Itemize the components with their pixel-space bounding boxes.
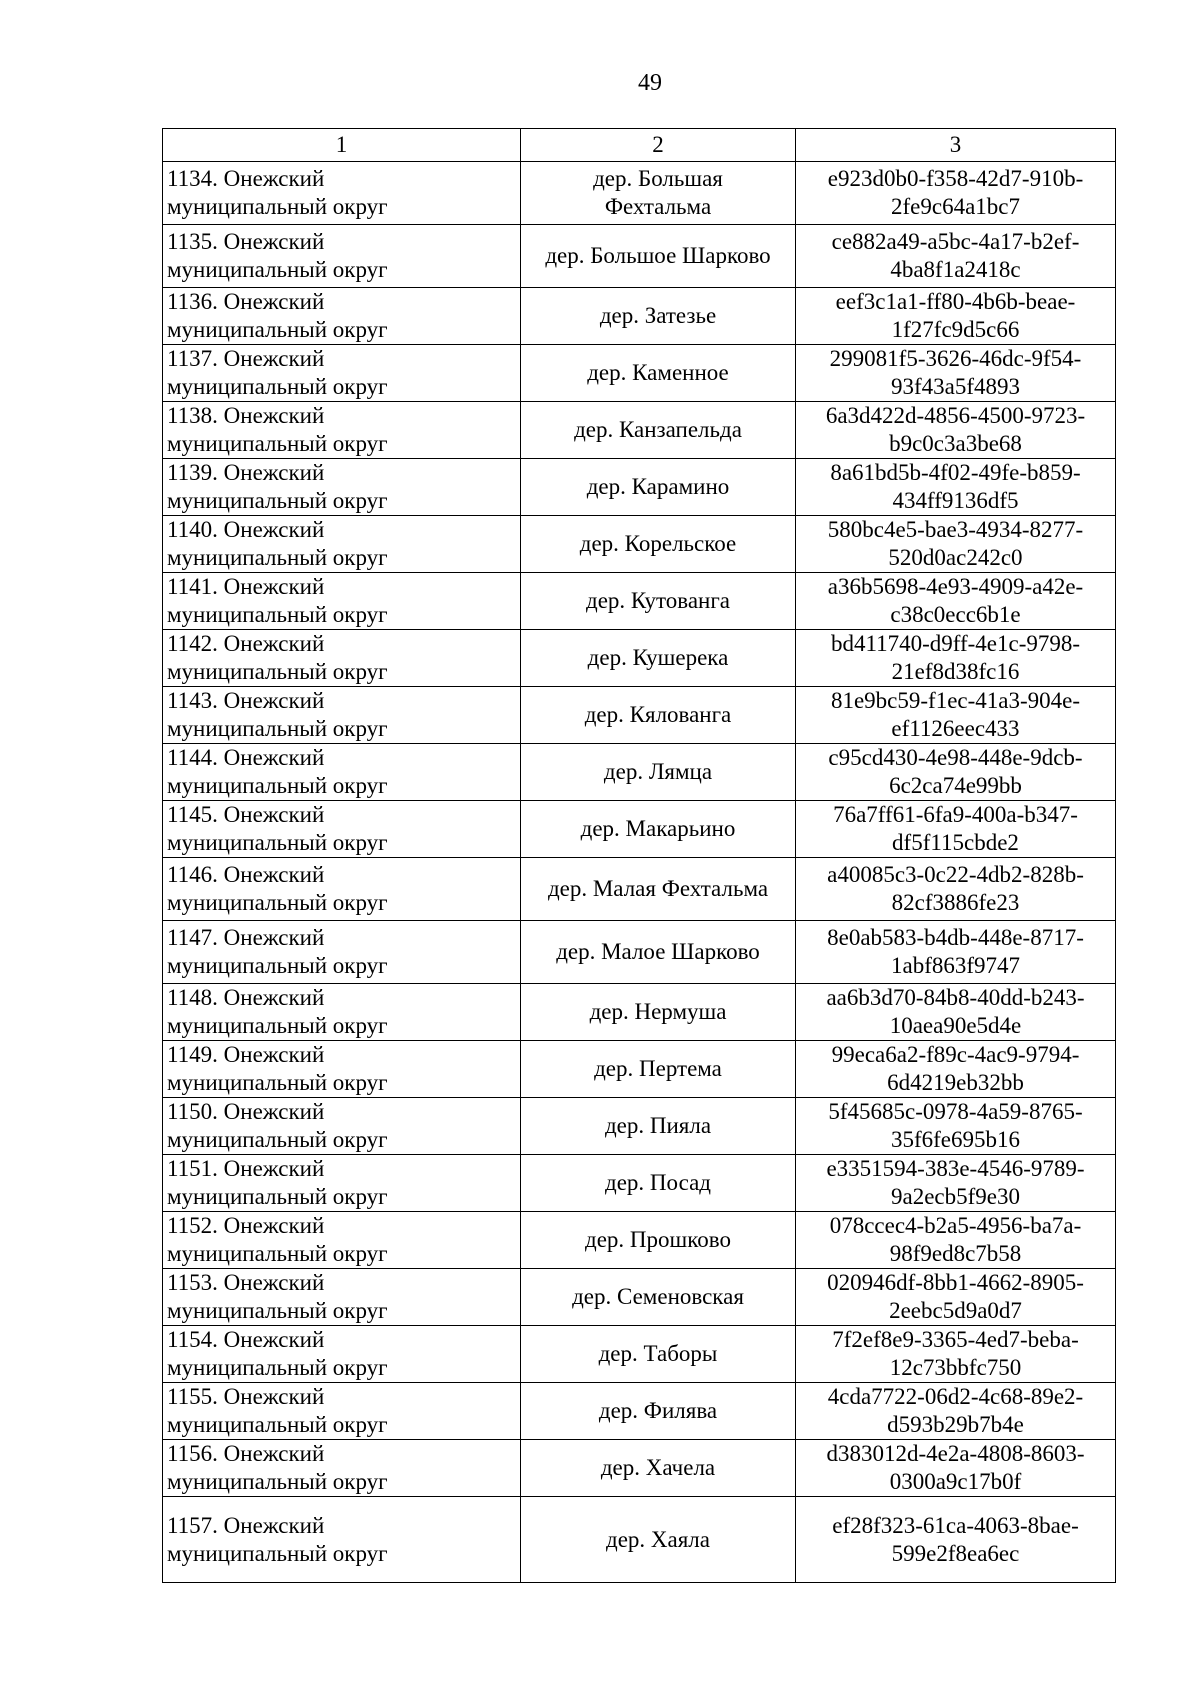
table-row — [163, 801, 1116, 858]
district-cell — [163, 630, 521, 687]
table-row — [163, 1098, 1116, 1155]
guid-cell-line: 299081f5-3626-46dc-9f54- — [829, 346, 1082, 371]
guid-cell-line: 98f9ed8c7b58 — [889, 1241, 1022, 1266]
guid-cell-line: d383012d-4e2a-4808-8603- — [826, 1441, 1085, 1466]
settlement-cell — [521, 1497, 796, 1583]
settlement-cell — [521, 1326, 796, 1383]
district-cell-line: 1134. Онежский — [167, 166, 325, 191]
settlement-cell-line: дер. Лямца — [603, 759, 713, 784]
district-cell — [163, 573, 521, 630]
settlement-cell — [521, 225, 796, 288]
guid-cell — [796, 687, 1116, 744]
district-cell-line: 1150. Онежский — [167, 1099, 325, 1124]
guid-cell — [796, 162, 1116, 225]
guid-cell-line: 0300a9c17b0f — [889, 1469, 1022, 1494]
settlement-cell-line: дер. Семеновская — [572, 1284, 744, 1309]
district-cell-line: муниципальный округ — [167, 659, 388, 684]
guid-cell-line: 020946df-8bb1-4662-8905- — [827, 1270, 1084, 1295]
settlement-cell — [521, 1098, 796, 1155]
district-cell — [163, 984, 521, 1041]
settlement-cell-line: дер. Корельское — [579, 531, 737, 556]
district-cell-line: муниципальный округ — [167, 1013, 388, 1038]
district-cell-line: муниципальный округ — [167, 716, 388, 741]
guid-cell-line: eef3c1a1-ff80-4b6b-beae- — [835, 289, 1076, 314]
guid-cell-line: 1f27fc9d5c66 — [891, 317, 1020, 342]
table-row — [163, 402, 1116, 459]
settlement-cell — [521, 573, 796, 630]
guid-cell-line: 8e0ab583-b4db-448e-8717- — [827, 925, 1084, 950]
district-cell — [163, 345, 521, 402]
guid-cell-line: 1abf863f9747 — [890, 953, 1021, 978]
district-cell-line: муниципальный округ — [167, 545, 388, 570]
settlement-cell-line: дер. Каменное — [587, 360, 729, 385]
settlement-cell — [521, 801, 796, 858]
district-cell-line: 1145. Онежский — [167, 802, 325, 827]
district-cell-line: 1155. Онежский — [167, 1384, 325, 1409]
guid-cell-line: 81e9bc59-f1ec-41a3-904e- — [830, 688, 1081, 713]
guid-cell — [796, 1440, 1116, 1497]
district-cell-line: муниципальный округ — [167, 1070, 388, 1095]
guid-cell-line: 599e2f8ea6ec — [891, 1540, 1020, 1566]
district-cell — [163, 1041, 521, 1098]
table-row — [163, 1440, 1116, 1497]
district-cell-line: 1156. Онежский — [167, 1441, 325, 1466]
district-cell-line: 1152. Онежский — [167, 1213, 325, 1238]
settlement-cell-line: дер. Затезье — [599, 303, 717, 328]
district-cell-line: 1157. Онежский — [167, 1512, 325, 1538]
settlement-cell-line: дер. Пертема — [594, 1056, 722, 1081]
district-cell-line: 1149. Онежский — [167, 1042, 325, 1067]
settlement-cell-line: Фехтальма — [604, 194, 712, 219]
guid-cell-line: b9c0c3a3be68 — [889, 431, 1022, 456]
district-cell-line: 1154. Онежский — [167, 1327, 325, 1352]
settlement-cell — [521, 516, 796, 573]
settlement-cell-line: дер. Кялованга — [584, 702, 732, 727]
table-row — [163, 516, 1116, 573]
settlement-cell-line: дер. Карамино — [586, 474, 730, 499]
guid-cell-line: 6c2ca74e99bb — [889, 773, 1022, 798]
settlement-cell — [521, 1440, 796, 1497]
district-cell — [163, 801, 521, 858]
settlement-cell-line: дер. Хачела — [600, 1455, 716, 1480]
table-row — [163, 687, 1116, 744]
district-cell-line: 1142. Онежский — [167, 631, 325, 656]
district-cell-line: муниципальный округ — [167, 1241, 388, 1266]
guid-cell-line: 76a7ff61-6fa9-400a-b347- — [833, 802, 1078, 827]
guid-cell — [796, 1326, 1116, 1383]
guid-cell — [796, 1098, 1116, 1155]
guid-cell — [796, 573, 1116, 630]
guid-cell-line: 434ff9136df5 — [892, 488, 1019, 513]
table-row — [163, 345, 1116, 402]
guid-cell — [796, 1269, 1116, 1326]
district-cell — [163, 162, 521, 225]
settlement-cell — [521, 744, 796, 801]
guid-cell — [796, 288, 1116, 345]
settlement-cell — [521, 687, 796, 744]
settlement-cell-line: дер. Пияла — [604, 1113, 712, 1138]
district-cell — [163, 1326, 521, 1383]
settlement-cell-line: дер. Канзапельда — [574, 417, 742, 442]
district-cell — [163, 288, 521, 345]
district-cell-line: 1146. Онежский — [167, 862, 325, 887]
settlement-cell — [521, 1212, 796, 1269]
guid-cell-line: 35f6fe695b16 — [890, 1127, 1021, 1152]
settlement-cell-line: дер. Кутованга — [586, 588, 730, 613]
settlement-cell-line: дер. Макарьино — [580, 816, 736, 841]
settlement-cell-line: дер. Нермуша — [589, 999, 727, 1024]
column-header-3: 3 — [796, 129, 1116, 162]
guid-cell-line: 6d4219eb32bb — [887, 1070, 1024, 1095]
district-cell — [163, 1212, 521, 1269]
district-cell-line: муниципальный округ — [167, 1540, 388, 1566]
guid-cell — [796, 459, 1116, 516]
district-cell — [163, 1155, 521, 1212]
district-cell — [163, 459, 521, 516]
guid-cell-line: 82cf3886fe23 — [891, 890, 1020, 915]
guid-cell — [796, 984, 1116, 1041]
guid-cell-line: df5f115cbde2 — [892, 830, 1019, 855]
column-header-1: 1 — [163, 129, 521, 162]
district-cell-line: 1144. Онежский — [167, 745, 325, 770]
district-cell — [163, 744, 521, 801]
district-cell-line: 1135. Онежский — [167, 229, 325, 254]
table-row — [163, 984, 1116, 1041]
table-row — [163, 1497, 1116, 1583]
guid-cell-line: 6a3d422d-4856-4500-9723- — [825, 403, 1086, 428]
district-cell-line: муниципальный округ — [167, 830, 388, 855]
table-row — [163, 573, 1116, 630]
guid-cell — [796, 1212, 1116, 1269]
settlement-cell — [521, 1155, 796, 1212]
guid-cell-line: a40085c3-0c22-4db2-828b- — [827, 862, 1084, 887]
guid-cell-line: d593b29b7b4e — [887, 1412, 1024, 1437]
district-cell-line: муниципальный округ — [167, 317, 388, 342]
district-cell — [163, 1383, 521, 1440]
district-cell-line: муниципальный округ — [167, 488, 388, 513]
settlement-cell — [521, 1269, 796, 1326]
guid-cell-line: c38c0ecc6b1e — [890, 602, 1021, 627]
district-cell — [163, 1098, 521, 1155]
settlement-cell — [521, 1383, 796, 1440]
district-cell-line: муниципальный округ — [167, 953, 388, 978]
guid-cell — [796, 1041, 1116, 1098]
guid-cell — [796, 1383, 1116, 1440]
district-cell-line: муниципальный округ — [167, 194, 388, 219]
settlement-cell — [521, 345, 796, 402]
district-cell-line: 1153. Онежский — [167, 1270, 325, 1295]
guid-cell-line: bd411740-d9ff-4e1c-9798- — [830, 631, 1081, 656]
settlement-cell — [521, 984, 796, 1041]
guid-cell-line: 99eca6a2-f89c-4ac9-9794- — [831, 1042, 1080, 1067]
guid-cell — [796, 225, 1116, 288]
table-row — [163, 1041, 1116, 1098]
settlement-cell — [521, 459, 796, 516]
guid-cell-line: 5f45685c-0978-4a59-8765- — [828, 1099, 1083, 1124]
district-cell-line: муниципальный округ — [167, 602, 388, 627]
table-row — [163, 1326, 1116, 1383]
guid-cell-line: 9a2ecb5f9e30 — [891, 1184, 1020, 1209]
guid-cell-line: 7f2ef8e9-3365-4ed7-beba- — [832, 1327, 1079, 1352]
guid-cell-line: 10aea90e5d4e — [889, 1013, 1022, 1038]
guid-cell — [796, 402, 1116, 459]
guid-cell — [796, 1155, 1116, 1212]
register-table — [162, 128, 1116, 1583]
guid-cell-line: 4ba8f1a2418c — [890, 257, 1021, 282]
table-row — [163, 459, 1116, 516]
settlement-cell — [521, 288, 796, 345]
table-row — [163, 225, 1116, 288]
guid-cell — [796, 801, 1116, 858]
settlement-cell — [521, 630, 796, 687]
guid-cell-line: 2eebc5d9a0d7 — [889, 1298, 1022, 1323]
guid-cell-line: 520d0ac242c0 — [888, 545, 1023, 570]
settlement-cell — [521, 1041, 796, 1098]
table-row — [163, 630, 1116, 687]
district-cell-line: 1148. Онежский — [167, 985, 325, 1010]
district-cell-line: 1139. Онежский — [167, 460, 325, 485]
table-row — [163, 1212, 1116, 1269]
guid-cell-line: ce882a49-a5bc-4a17-b2ef- — [831, 229, 1080, 254]
table-row — [163, 162, 1116, 225]
guid-cell — [796, 744, 1116, 801]
guid-cell — [796, 345, 1116, 402]
table-row — [163, 1269, 1116, 1326]
column-header-2: 2 — [521, 129, 796, 162]
table-row — [163, 288, 1116, 345]
district-cell-line: 1140. Онежский — [167, 517, 325, 542]
district-cell-line: 1147. Онежский — [167, 925, 325, 950]
guid-cell-line: ef28f323-61ca-4063-8bae- — [832, 1512, 1079, 1538]
settlement-cell-line: дер. Малая Фехтальма — [547, 876, 769, 901]
guid-cell — [796, 858, 1116, 921]
table-row — [163, 1155, 1116, 1212]
guid-cell — [796, 921, 1116, 984]
district-cell — [163, 225, 521, 288]
guid-cell-line: 12c73bbfc750 — [889, 1355, 1022, 1380]
guid-cell-line: aa6b3d70-84b8-40dd-b243- — [826, 985, 1085, 1010]
guid-cell-line: 4cda7722-06d2-4c68-89e2- — [827, 1384, 1084, 1409]
district-cell-line: 1151. Онежский — [167, 1156, 325, 1181]
guid-cell-line: c95cd430-4e98-448e-9dcb- — [828, 745, 1083, 770]
district-cell-line: муниципальный округ — [167, 773, 388, 798]
guid-cell-line: 078ccec4-b2a5-4956-ba7a- — [829, 1213, 1082, 1238]
guid-cell-line: 580bc4e5-bae3-4934-8277- — [827, 517, 1084, 542]
guid-cell-line: 21ef8d38fc16 — [891, 659, 1020, 684]
settlement-cell-line: дер. Посад — [605, 1170, 711, 1195]
settlement-cell — [521, 162, 796, 225]
district-cell — [163, 921, 521, 984]
settlement-cell-line: дер. Малое Шарково — [556, 939, 760, 964]
district-cell-line: муниципальный округ — [167, 1412, 388, 1437]
table-body — [163, 162, 1116, 1583]
settlement-cell-line: дер. Большая — [593, 166, 723, 191]
district-cell-line: муниципальный округ — [167, 374, 388, 399]
guid-cell-line: e923d0b0-f358-42d7-910b- — [827, 166, 1084, 191]
guid-cell-line: e3351594-383e-4546-9789- — [826, 1156, 1085, 1181]
district-cell — [163, 402, 521, 459]
settlement-cell-line: дер. Таборы — [598, 1341, 718, 1366]
district-cell-line: муниципальный округ — [167, 1355, 388, 1380]
district-cell — [163, 858, 521, 921]
district-cell-line: муниципальный округ — [167, 257, 388, 282]
district-cell-line: 1143. Онежский — [167, 688, 325, 713]
district-cell — [163, 1269, 521, 1326]
table-row — [163, 921, 1116, 984]
settlement-cell — [521, 921, 796, 984]
district-cell — [163, 1497, 521, 1583]
district-cell — [163, 1440, 521, 1497]
settlement-cell-line: дер. Хаяла — [606, 1526, 710, 1552]
settlement-cell-line: дер. Кушерека — [587, 645, 729, 670]
district-cell-line: муниципальный округ — [167, 1469, 388, 1494]
page-number: 49 — [638, 70, 662, 96]
guid-cell — [796, 516, 1116, 573]
guid-cell-line: 93f43a5f4893 — [890, 374, 1021, 399]
settlement-cell-line: дер. Прошково — [585, 1227, 731, 1252]
district-cell-line: 1141. Онежский — [167, 574, 325, 599]
settlement-cell — [521, 402, 796, 459]
district-cell-line: муниципальный округ — [167, 1184, 388, 1209]
table-row — [163, 858, 1116, 921]
table-row — [163, 744, 1116, 801]
district-cell — [163, 687, 521, 744]
guid-cell-line: ef1126eec433 — [891, 716, 1020, 741]
settlement-cell-line: дер. Большое Шарково — [545, 243, 771, 268]
district-cell-line: муниципальный округ — [167, 1298, 388, 1323]
header-row — [163, 129, 1116, 162]
district-cell-line: 1136. Онежский — [167, 289, 325, 314]
district-cell — [163, 516, 521, 573]
table-row — [163, 1383, 1116, 1440]
guid-cell — [796, 630, 1116, 687]
settlement-cell-line: дер. Филява — [598, 1398, 718, 1423]
guid-cell-line: 2fe9c64a1bc7 — [891, 194, 1020, 219]
settlement-cell — [521, 858, 796, 921]
district-cell-line: 1137. Онежский — [167, 346, 325, 371]
district-cell-line: муниципальный округ — [167, 431, 388, 456]
guid-cell — [796, 1497, 1116, 1583]
district-cell-line: муниципальный округ — [167, 1127, 388, 1152]
district-cell-line: 1138. Онежский — [167, 403, 325, 428]
guid-cell-line: 8a61bd5b-4f02-49fe-b859- — [830, 460, 1081, 485]
guid-cell-line: a36b5698-4e93-4909-a42e- — [827, 574, 1084, 599]
district-cell-line: муниципальный округ — [167, 890, 388, 915]
